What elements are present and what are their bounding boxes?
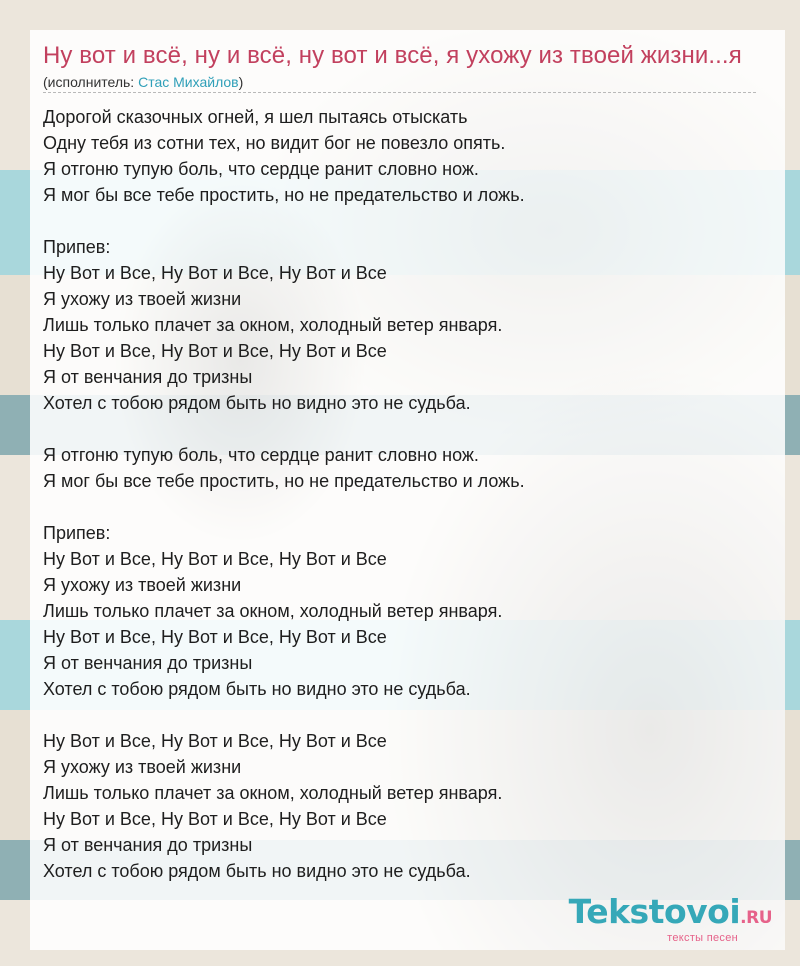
lyric-line: Лишь только плачет за окном, холодный ветер января. xyxy=(43,783,503,803)
logo-tagline: тексты песен xyxy=(667,932,738,944)
lyrics-text xyxy=(43,104,757,884)
lyric-line: Хотел с тобою рядом быть но видно это не судьба. xyxy=(43,393,471,413)
lyric-line: Лишь только плачет за окном, холодный ветер января. xyxy=(43,601,503,621)
artist-link[interactable]: Стас Михайлов xyxy=(138,74,239,90)
lyric-line: Я отгоню тупую боль, что сердце ранит словно нож. xyxy=(43,445,479,465)
lyric-line: Я ухожу из твоей жизни xyxy=(43,757,242,777)
logo-tld: .RU xyxy=(740,908,772,928)
song-title: Ну вот и всё, ну и всё, ну вот и всё, я ухожу из твоей жизни...я xyxy=(43,42,742,69)
lyric-line: Ну Вот и Все, Ну Вот и Все, Ну Вот и Все xyxy=(43,263,387,283)
lyric-line xyxy=(43,494,757,520)
lyric-line: Я мог бы все тебе простить, но не предательство и ложь. xyxy=(43,471,525,491)
lyric-line: Припев: xyxy=(43,523,111,543)
logo-wordmark xyxy=(568,892,772,935)
artist-suffix: ) xyxy=(238,74,244,90)
lyric-line: Ну Вот и Все, Ну Вот и Все, Ну Вот и Все xyxy=(43,731,387,751)
lyric-line: Я ухожу из твоей жизни xyxy=(43,289,242,309)
lyric-line: Хотел с тобою рядом быть но видно это не судьба. xyxy=(43,861,471,881)
lyric-line xyxy=(43,208,757,234)
artist-prefix: (исполнитель: xyxy=(43,74,139,90)
lyric-line: Я от венчания до тризны xyxy=(43,653,253,673)
lyric-line: Я от венчания до тризны xyxy=(43,835,253,855)
lyrics-card xyxy=(30,30,785,950)
logo-name: Tekstovoi xyxy=(568,892,741,931)
lyric-line xyxy=(43,416,757,442)
lyric-line: Одну тебя из сотни тех, но видит бог не повезло опять. xyxy=(43,133,506,153)
lyric-line: Ну Вот и Все, Ну Вот и Все, Ну Вот и Все xyxy=(43,549,387,569)
lyric-line xyxy=(43,702,757,728)
lyric-line: Ну Вот и Все, Ну Вот и Все, Ну Вот и Все xyxy=(43,341,387,361)
lyric-line: Я от венчания до тризны xyxy=(43,367,253,387)
lyric-line: Дорогой сказочных огней, я шел пытаясь отыскать xyxy=(43,107,468,127)
lyric-line: Припев: xyxy=(43,237,111,257)
artist-line xyxy=(43,74,756,93)
lyric-line: Я отгоню тупую боль, что сердце ранит словно нож. xyxy=(43,159,479,179)
lyric-line: Ну Вот и Все, Ну Вот и Все, Ну Вот и Все xyxy=(43,809,387,829)
lyric-line: Я ухожу из твоей жизни xyxy=(43,575,242,595)
lyric-line: Хотел с тобою рядом быть но видно это не судьба. xyxy=(43,679,471,699)
site-logo[interactable] xyxy=(568,892,772,944)
lyric-line: Ну Вот и Все, Ну Вот и Все, Ну Вот и Все xyxy=(43,627,387,647)
lyric-line: Лишь только плачет за окном, холодный ветер января. xyxy=(43,315,503,335)
lyric-line: Я мог бы все тебе простить, но не предательство и ложь. xyxy=(43,185,525,205)
